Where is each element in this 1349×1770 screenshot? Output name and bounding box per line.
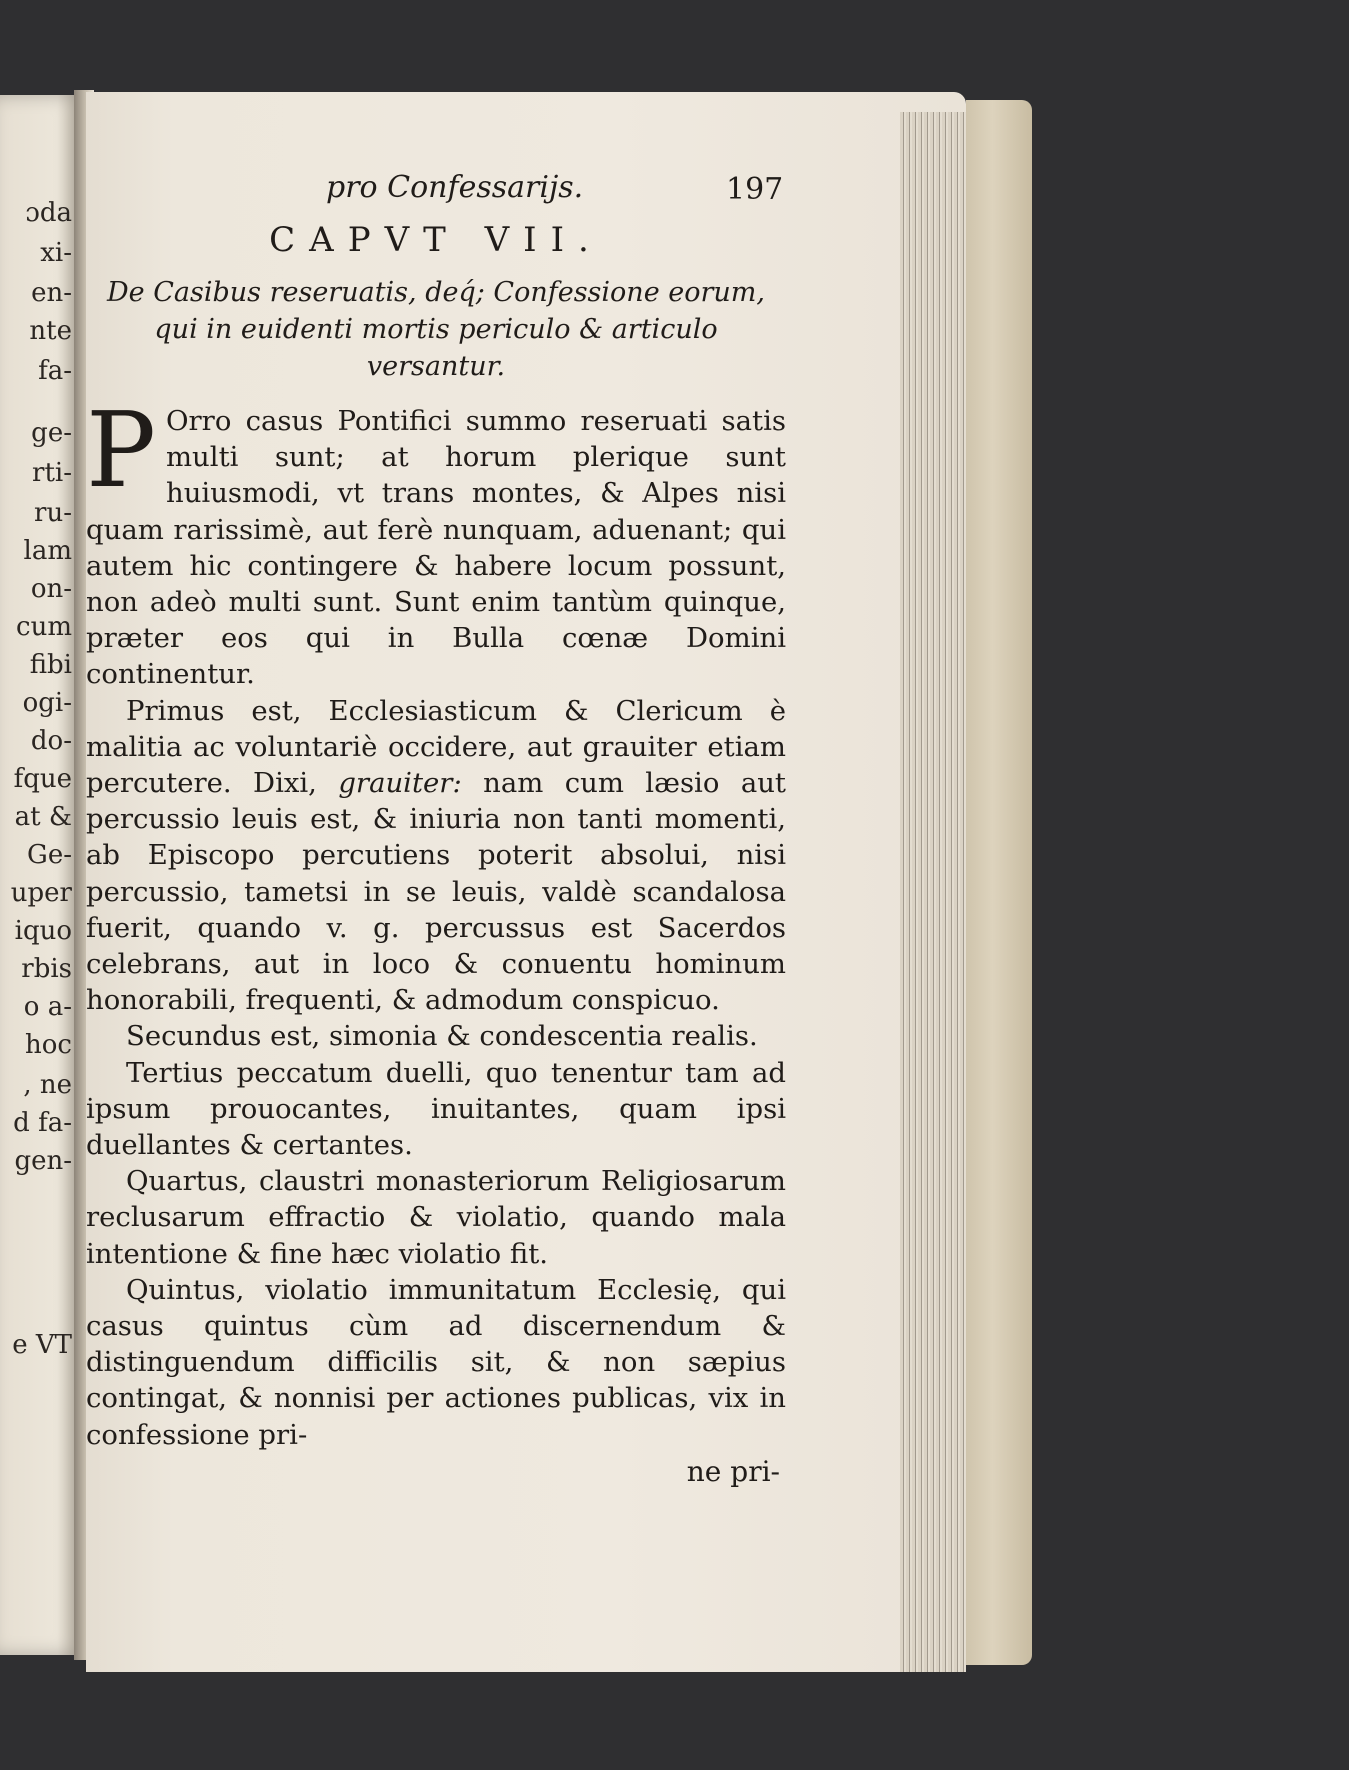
left-page-fragment: ogi- bbox=[22, 688, 72, 718]
left-page-fragment: , ne bbox=[23, 1070, 72, 1100]
left-page-fragment: fque bbox=[13, 764, 72, 794]
left-page-fragment: ge- bbox=[31, 418, 72, 448]
paragraph-2-text-a: Primus est, Ecclesiasticum & Clericum è malitia ac voluntariè occidere, aut grauiter etiam percutere. Dixi, bbox=[86, 694, 786, 800]
paragraph-1 bbox=[86, 389, 786, 693]
paragraph-3: Secundus est, simonia & condescentia realis. bbox=[126, 1020, 758, 1053]
left-page-fragment: rbis bbox=[21, 954, 72, 984]
left-page-fragment: ɔda bbox=[25, 198, 72, 228]
paragraph-5: Quartus, claustri monasteriorum Religiosarum reclusarum effractio & violatio, quando mala intentione & fine hæc violatio fit. bbox=[86, 1165, 786, 1270]
left-page-fragment: ru- bbox=[34, 498, 72, 528]
paragraph-6: Quintus, violatio immunitatum Ecclesię, qui casus quintus cùm ad discernendum & distinguendum difficilis sit, & non sæpius contingat, & nonnisi per actiones publicas, vix in confessione pri- bbox=[86, 1273, 786, 1451]
left-page-fragment: d fa- bbox=[13, 1108, 72, 1138]
left-page-fragment: do- bbox=[30, 726, 72, 756]
drop-cap: P bbox=[86, 389, 156, 511]
paragraph-2-text-b: nam cum læsio aut percussio leuis est, & iniuria non tanti momenti, ab Episcopo percutiens poterit absolui, nisi percussio, tametsi in se leuis, valdè scandalosa fuerit, quando v. g. percussus est Sacerdos celebrans, aut in loco & conuentu hominum honorabili, frequenti, & admodum conspicuo. bbox=[86, 767, 786, 1017]
paragraph-1-text: Orro casus Pontifici summo reseruati satis multi sunt; at horum plerique sunt huiusmodi, vt trans montes, & Alpes nisi quam rarissimè, aut ferè nunquam, aduenant; qui autem hic contingere & habere locum possunt, non adeò multi sunt. Sunt enim tantùm quinque, præter eos qui in Bulla cœnæ Domini continentur. bbox=[86, 405, 786, 691]
left-page-fragment: en- bbox=[31, 278, 72, 308]
left-page-fragment: cum bbox=[16, 612, 72, 642]
left-page-fragment: rti- bbox=[32, 458, 72, 488]
left-page-fragment: o a- bbox=[23, 992, 72, 1022]
running-title: pro Confessarijs. bbox=[326, 170, 584, 205]
left-page-fragment: lam bbox=[23, 536, 72, 566]
left-page-fragment: xi- bbox=[40, 238, 72, 268]
left-page-fragment: nte bbox=[29, 316, 72, 346]
book-cover-edge bbox=[966, 100, 1032, 1665]
page-number: 197 bbox=[726, 172, 784, 207]
left-page-fragment: fibi bbox=[29, 650, 72, 680]
left-page-fragment: at & bbox=[14, 802, 72, 832]
chapter-heading: CAPVT VII. bbox=[269, 220, 603, 260]
left-page-fragment: gen- bbox=[14, 1146, 72, 1176]
left-page-fragment: fa- bbox=[38, 356, 72, 386]
page-edges bbox=[900, 112, 966, 1672]
paragraph-2 bbox=[86, 693, 786, 1019]
chapter-subtitle: De Casibus reseruatis, deq́; Confessione eorum, qui in euidenti mortis periculo & articulo versantur. bbox=[107, 277, 765, 382]
left-page bbox=[0, 95, 82, 1655]
catchword: ne pri- bbox=[686, 1454, 780, 1488]
left-page-fragment: on- bbox=[30, 574, 72, 604]
paragraph-2-italic: grauiter: bbox=[338, 767, 462, 800]
paragraph-4: Tertius peccatum duelli, quo tenentur tam ad ipsum prouocantes, inuitantes, quam ipsi duellantes & certantes. bbox=[86, 1056, 786, 1162]
left-page-fragment: hoc bbox=[25, 1030, 72, 1060]
page-text-block bbox=[86, 170, 786, 1488]
left-page-fragment: e VT bbox=[12, 1330, 72, 1360]
left-page-fragment: iquo bbox=[14, 916, 72, 946]
running-head bbox=[86, 170, 786, 214]
left-page-fragment: uper bbox=[10, 878, 72, 908]
left-page-fragment: Ge- bbox=[27, 840, 72, 870]
